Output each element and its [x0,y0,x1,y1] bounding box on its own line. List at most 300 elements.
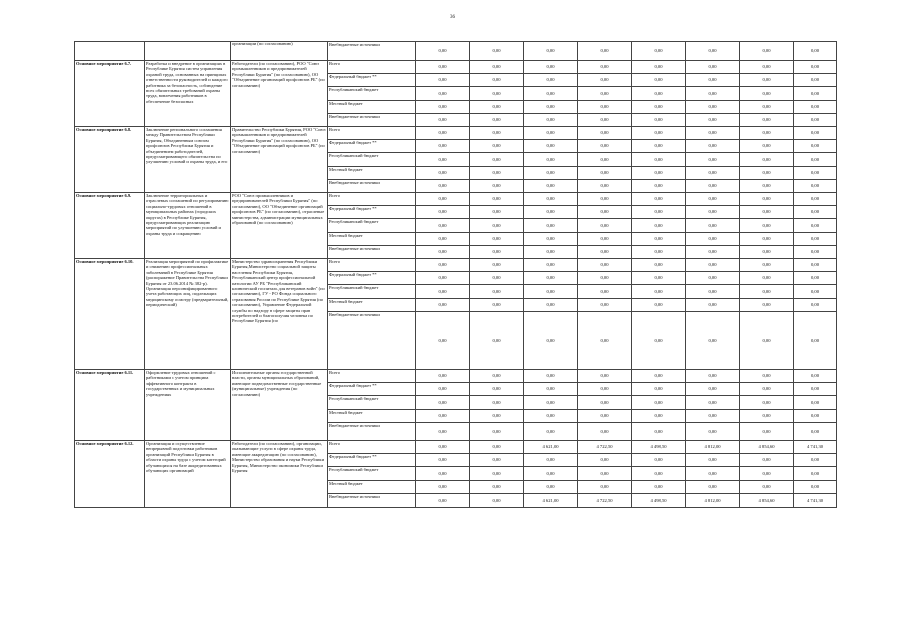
value-cell: 0,00 [578,87,632,101]
value-cell: 0,00 [416,61,470,74]
value-cell: 0,00 [632,233,686,246]
value-cell: 0,00 [524,140,578,153]
executor-cell [231,127,328,193]
value-cell: 0,00 [632,153,686,167]
value-cell: 0,00 [578,396,632,410]
value-cell: 0,00 [740,299,794,312]
value-cell: 0,00 [632,312,686,370]
value-cell: 0,00 [470,454,524,467]
value-cell: 0,00 [740,61,794,74]
funding-row [75,193,837,206]
value-cell: 0,00 [578,246,632,259]
value-cell: 0,00 [686,481,740,494]
event-label-cell: Основное мероприятие 6.12. [75,441,145,508]
value-cell: 0,00 [632,167,686,180]
value-cell: 0,00 [740,246,794,259]
value-cell: 0,00 [416,246,470,259]
event-name-cell [145,193,231,259]
value-cell: 0,00 [416,167,470,180]
funding-source-cell: Федеральный бюджет ** [328,206,416,219]
value-cell: 0,00 [470,74,524,87]
value-cell: 0,00 [470,396,524,410]
value-cell: 4 854,60 [740,441,794,454]
value-cell: 0,00 [740,127,794,140]
value-cell: 0,00 [794,481,837,494]
value-cell: 0,00 [686,454,740,467]
value-cell: 0,00 [632,246,686,259]
executor-text: РОО "Союз промышленников и предпринимателей Республики Бурятия" (по согласованию), ОО "Объединение организаций профсоюзов РБ" (по согласованию), отраслевые министерства, администрации муниципальных образований (по согласованию) [232,193,325,226]
executor-text: Правительство Республики Бурятия, РОО "Союз промышленников и предпринимателей Республики Бурятия" (по согласованию), ОО "Объединение организаций профсоюзов РБ" (по согласованию) [232,127,326,154]
funding-source-cell: Внебюджетные источники [328,114,416,127]
funding-source-cell: Всего [328,441,416,454]
value-cell: 0,00 [524,167,578,180]
value-cell: 0,00 [686,127,740,140]
value-cell: 0,00 [416,410,470,423]
event-label-cell: Основное мероприятие 6.9. [75,193,145,259]
funding-source-cell: Республиканский бюджет [328,153,416,167]
value-cell: 4 722,50 [578,494,632,508]
page-number: 36 [450,15,455,20]
value-cell: 0,00 [794,467,837,481]
value-cell: 0,00 [740,101,794,114]
value-cell: 0,00 [686,153,740,167]
value-cell: 0,00 [416,396,470,410]
value-cell: 0,00 [416,370,470,383]
value-cell: 4 498,50 [632,441,686,454]
value-cell: 0,00 [794,423,837,441]
value-cell: 0,00 [470,259,524,272]
value-cell: 0,00 [470,467,524,481]
value-cell: 0,00 [686,370,740,383]
value-cell: 0,00 [632,396,686,410]
value-cell: 4 498,50 [632,494,686,508]
value-cell: 0,00 [578,206,632,219]
value-cell: 0,00 [470,285,524,299]
value-cell: 0,00 [794,61,837,74]
value-cell: 0,00 [416,87,470,101]
top-fragment-row [75,42,837,61]
value-cell: 0,00 [470,42,524,61]
value-cell: 0,00 [740,233,794,246]
value-cell: 4 621,00 [524,441,578,454]
funding-source-cell: Местный бюджет [328,299,416,312]
value-cell: 0,00 [794,140,837,153]
value-cell: 0,00 [578,233,632,246]
value-cell: 0,00 [740,396,794,410]
value-cell: 0,00 [416,423,470,441]
value-cell: 0,00 [524,206,578,219]
value-cell: 0,00 [632,127,686,140]
value-cell: 0,00 [578,61,632,74]
value-cell: 0,00 [686,87,740,101]
funding-source-cell: Внебюджетные источники [328,246,416,259]
value-cell: 0,00 [578,285,632,299]
funding-source-cell: Местный бюджет [328,410,416,423]
value-cell: 0,00 [524,180,578,193]
value-cell: 4 741,30 [794,494,837,508]
value-cell: 0,00 [794,259,837,272]
value-cell: 0,00 [740,467,794,481]
value-cell: 0,00 [416,494,470,508]
value-cell: 0,00 [686,299,740,312]
value-cell: 0,00 [524,370,578,383]
value-cell: 0,00 [524,153,578,167]
value-cell: 0,00 [578,140,632,153]
value-cell: 0,00 [686,467,740,481]
value-cell: 0,00 [686,193,740,206]
value-cell: 0,00 [470,127,524,140]
value-cell: 0,00 [524,74,578,87]
event-label-cell: Основное мероприятие 6.8. [75,127,145,193]
value-cell: 0,00 [794,246,837,259]
value-cell: 0,00 [740,423,794,441]
funding-source-cell: Федеральный бюджет ** [328,383,416,396]
value-cell: 4 812,00 [686,441,740,454]
funding-source-cell: Местный бюджет [328,167,416,180]
value-cell: 0,00 [794,219,837,233]
value-cell: 0,00 [740,193,794,206]
value-cell: 4 722,50 [578,441,632,454]
funding-row [75,127,837,140]
value-cell: 0,00 [470,410,524,423]
value-cell: 0,00 [578,454,632,467]
value-cell: 0,00 [632,423,686,441]
executor-text: Работодатели (по согласованию), организации, оказывающие услуги в сфере охраны труда, имеющие аккредитацию (по согласованию), Министерство образования и науки Республики Бурятия, Министерство экономики Республики Бурятия [232,441,324,474]
executor-cell [231,370,328,441]
value-cell: 0,00 [416,114,470,127]
funding-source-cell: Республиканский бюджет [328,467,416,481]
value-cell: 0,00 [794,87,837,101]
executor-cell [231,61,328,127]
value-cell: 0,00 [794,42,837,61]
value-cell: 0,00 [632,206,686,219]
program-funding-table [74,41,837,508]
value-cell: 0,00 [416,383,470,396]
value-cell: 0,00 [686,74,740,87]
value-cell: 0,00 [524,481,578,494]
value-cell: 0,00 [524,233,578,246]
value-cell: 0,00 [416,233,470,246]
value-cell: 0,00 [524,259,578,272]
value-cell: 0,00 [632,42,686,61]
value-cell: 0,00 [470,167,524,180]
value-cell: 0,00 [794,370,837,383]
value-cell: 0,00 [632,272,686,285]
value-cell: 0,00 [686,383,740,396]
value-cell: 0,00 [632,101,686,114]
value-cell: 0,00 [632,454,686,467]
event-label-cell: Основное мероприятие 6.10. [75,259,145,370]
value-cell: 0,00 [470,180,524,193]
value-cell: 0,00 [416,180,470,193]
value-cell: 0,00 [416,74,470,87]
value-cell: 0,00 [524,219,578,233]
value-cell: 0,00 [524,193,578,206]
value-cell: 0,00 [524,61,578,74]
value-cell: 0,00 [686,101,740,114]
value-cell: 0,00 [740,481,794,494]
value-cell: 0,00 [632,259,686,272]
funding-source-cell: Федеральный бюджет ** [328,272,416,285]
value-cell: 0,00 [686,42,740,61]
value-cell: 0,00 [524,127,578,140]
value-cell: 0,00 [524,42,578,61]
value-cell: 0,00 [416,153,470,167]
value-cell: 0,00 [632,299,686,312]
value-cell: 0,00 [794,74,837,87]
value-cell: 0,00 [524,383,578,396]
event-name-cell [145,61,231,127]
value-cell: 0,00 [632,285,686,299]
value-cell: 0,00 [686,140,740,153]
value-cell: 0,00 [740,272,794,285]
value-cell: 0,00 [470,494,524,508]
value-cell: 0,00 [524,87,578,101]
value-cell: 0,00 [740,383,794,396]
funding-row [75,441,837,454]
value-cell: 0,00 [416,42,470,61]
value-cell: 0,00 [686,206,740,219]
value-cell: 0,00 [416,219,470,233]
funding-source-cell: Республиканский бюджет [328,219,416,233]
value-cell: 0,00 [632,140,686,153]
value-cell: 0,00 [470,101,524,114]
value-cell: 0,00 [632,114,686,127]
funding-source-cell: Всего [328,259,416,272]
funding-source-cell: Внебюджетные источники [328,312,416,370]
value-cell: 0,00 [578,219,632,233]
value-cell: 0,00 [578,101,632,114]
value-cell: 0,00 [470,441,524,454]
value-cell: 0,00 [794,101,837,114]
value-cell: 0,00 [578,312,632,370]
funding-source-cell: Всего [328,193,416,206]
value-cell: 0,00 [524,101,578,114]
value-cell: 0,00 [794,114,837,127]
value-cell: 0,00 [470,206,524,219]
value-cell: 0,00 [470,312,524,370]
value-cell: 0,00 [686,114,740,127]
value-cell: 0,00 [416,101,470,114]
value-cell: 0,00 [524,410,578,423]
funding-source-cell: Всего [328,127,416,140]
value-cell: 0,00 [524,467,578,481]
funding-source-cell: Федеральный бюджет ** [328,74,416,87]
value-cell: 0,00 [686,312,740,370]
value-cell: 0,00 [794,410,837,423]
event-name-cell [145,370,231,441]
value-cell: 0,00 [794,153,837,167]
value-cell: 0,00 [632,74,686,87]
value-cell: 0,00 [578,74,632,87]
funding-source-cell: Внебюджетные источники [328,494,416,508]
value-cell: 0,00 [794,272,837,285]
value-cell: 0,00 [524,312,578,370]
value-cell: 0,00 [686,396,740,410]
funding-source-cell: Местный бюджет [328,481,416,494]
value-cell: 0,00 [470,383,524,396]
value-cell: 0,00 [416,441,470,454]
funding-source-cell: Всего [328,370,416,383]
value-cell: 0,00 [524,299,578,312]
value-cell: 0,00 [578,167,632,180]
value-cell: 0,00 [794,454,837,467]
value-cell: 0,00 [740,259,794,272]
value-cell: 0,00 [578,467,632,481]
value-cell: 0,00 [794,233,837,246]
event-label-cell [75,42,145,61]
event-label-cell: Основное мероприятие 6.11. [75,370,145,441]
executor-text: Работодатели (по согласованию), РОО "Союз промышленников и предпринимателей Республики Бурятия" (по согласованию), ОО "Объединение организаций профсоюзов РБ" (по согласованию) [232,61,325,88]
value-cell: 0,00 [632,61,686,74]
value-cell: 0,00 [686,233,740,246]
value-cell: 0,00 [416,299,470,312]
value-cell: 0,00 [470,481,524,494]
value-cell: 0,00 [740,370,794,383]
value-cell: 4 854,60 [740,494,794,508]
value-cell: 0,00 [416,312,470,370]
funding-source-cell: Местный бюджет [328,101,416,114]
event-name-text: Организация и осуществление непрерывной подготовки работников организаций Республики Бурятия в области охраны труда с учетом категорий обучающихся на базе аккредитованных обучающих организаций [146,441,226,474]
value-cell: 0,00 [740,167,794,180]
value-cell: 0,00 [740,140,794,153]
event-name-text: Разработка и внедрение в организациях в Республике Бурятия систем управления охраной труда, основанных на принципах ответственности руководителей и каждого работника за безопасность, соблюдение всех обязательных требований охраны труда, вовлечения работников в обеспечение безопасных [146,61,228,104]
funding-row [75,61,837,74]
event-name-cell [145,42,231,61]
executor-cell [231,259,328,370]
value-cell: 0,00 [686,423,740,441]
value-cell: 0,00 [578,114,632,127]
funding-row [75,370,837,383]
value-cell: 0,00 [686,259,740,272]
value-cell: 0,00 [794,193,837,206]
value-cell: 0,00 [578,193,632,206]
value-cell: 0,00 [740,42,794,61]
value-cell: 0,00 [632,370,686,383]
value-cell: 0,00 [686,246,740,259]
value-cell: 0,00 [794,383,837,396]
value-cell: 0,00 [524,423,578,441]
value-cell: 0,00 [794,299,837,312]
value-cell: 0,00 [632,383,686,396]
executor-cell [231,193,328,259]
value-cell: 0,00 [470,233,524,246]
event-name-text: Реализация мероприятий по профилактике и снижению профессиональных заболеваний в Республике Бурятия (распоряжение Правительства Республики Бурятия от 23.06.2014 № 382-р). Организация персонифицированного учета работающих лиц, подлежащих медицинскому осмотру (предварительный, периодический) [146,259,229,308]
value-cell: 0,00 [470,114,524,127]
value-cell: 0,00 [578,153,632,167]
value-cell: 0,00 [416,140,470,153]
value-cell: 0,00 [740,74,794,87]
value-cell: 0,00 [524,396,578,410]
value-cell: 0,00 [524,454,578,467]
funding-source-cell: Федеральный бюджет ** [328,140,416,153]
value-cell: 0,00 [578,370,632,383]
value-cell: 0,00 [470,272,524,285]
funding-row [75,259,837,272]
value-cell: 0,00 [740,219,794,233]
value-cell: 0,00 [686,272,740,285]
value-cell: 0,00 [416,285,470,299]
funding-source-cell: Федеральный бюджет ** [328,454,416,467]
value-cell: 0,00 [470,61,524,74]
value-cell: 0,00 [740,454,794,467]
value-cell: 0,00 [632,180,686,193]
funding-source-cell: Республиканский бюджет [328,87,416,101]
executor-text: организации (по согласованию) [232,41,293,46]
value-cell: 0,00 [578,481,632,494]
executor-cell [231,42,328,61]
value-cell: 0,00 [578,259,632,272]
value-cell: 0,00 [524,114,578,127]
value-cell: 0,00 [578,180,632,193]
value-cell: 0,00 [524,272,578,285]
value-cell: 0,00 [632,219,686,233]
value-cell: 4 812,00 [686,494,740,508]
funding-source-cell: Местный бюджет [328,233,416,246]
value-cell: 0,00 [740,114,794,127]
value-cell: 0,00 [632,410,686,423]
value-cell: 0,00 [686,167,740,180]
value-cell: 0,00 [524,246,578,259]
funding-source-cell: Всего [328,61,416,74]
value-cell: 0,00 [470,153,524,167]
value-cell: 0,00 [578,383,632,396]
value-cell: 0,00 [794,285,837,299]
value-cell: 0,00 [470,219,524,233]
value-cell: 0,00 [686,285,740,299]
value-cell: 0,00 [632,481,686,494]
value-cell: 0,00 [740,206,794,219]
value-cell: 0,00 [632,193,686,206]
funding-source-cell: Республиканский бюджет [328,285,416,299]
executor-cell [231,441,328,508]
value-cell: 0,00 [740,312,794,370]
value-cell: 0,00 [740,410,794,423]
value-cell: 4 621,00 [524,494,578,508]
value-cell: 0,00 [794,206,837,219]
value-cell: 0,00 [416,127,470,140]
value-cell: 0,00 [740,285,794,299]
value-cell: 0,00 [740,153,794,167]
value-cell: 0,00 [740,180,794,193]
event-name-cell [145,127,231,193]
value-cell: 0,00 [470,87,524,101]
value-cell: 0,00 [470,423,524,441]
value-cell: 0,00 [632,467,686,481]
value-cell: 0,00 [686,410,740,423]
event-name-cell [145,441,231,508]
value-cell: 0,00 [632,87,686,101]
value-cell: 0,00 [794,167,837,180]
value-cell: 0,00 [524,285,578,299]
value-cell: 0,00 [578,272,632,285]
value-cell: 0,00 [416,467,470,481]
executor-text: Министерство здравоохранения Республики Бурятия,Министерство социальной защиты населения Республики Бурятия, Республиканский центр профессиональной патологии АУ РБ "Республиканский клинический госпиталь для ветеранов войн" (по согласованию), ГУ - РО Фонда социального страхования России по Республике Бурятия (по согласованию), Управление Федеральной службы по надзору в сфере защиты прав потребителей и благополучия человека по Республике Бурятия (по [232,259,325,324]
value-cell: 0,00 [416,454,470,467]
value-cell: 0,00 [470,370,524,383]
value-cell: 0,00 [794,180,837,193]
value-cell: 0,00 [416,193,470,206]
value-cell: 0,00 [416,481,470,494]
event-name-text: Оформление трудовых отношений с работниками с учетом принципа эффективного контракта в государственных и муниципальных учреждениях [146,370,216,397]
value-cell: 0,00 [578,299,632,312]
value-cell: 0,00 [470,299,524,312]
value-cell: 0,00 [794,127,837,140]
value-cell: 0,00 [686,180,740,193]
value-cell: 0,00 [470,140,524,153]
value-cell: 0,00 [578,42,632,61]
value-cell: 0,00 [794,396,837,410]
